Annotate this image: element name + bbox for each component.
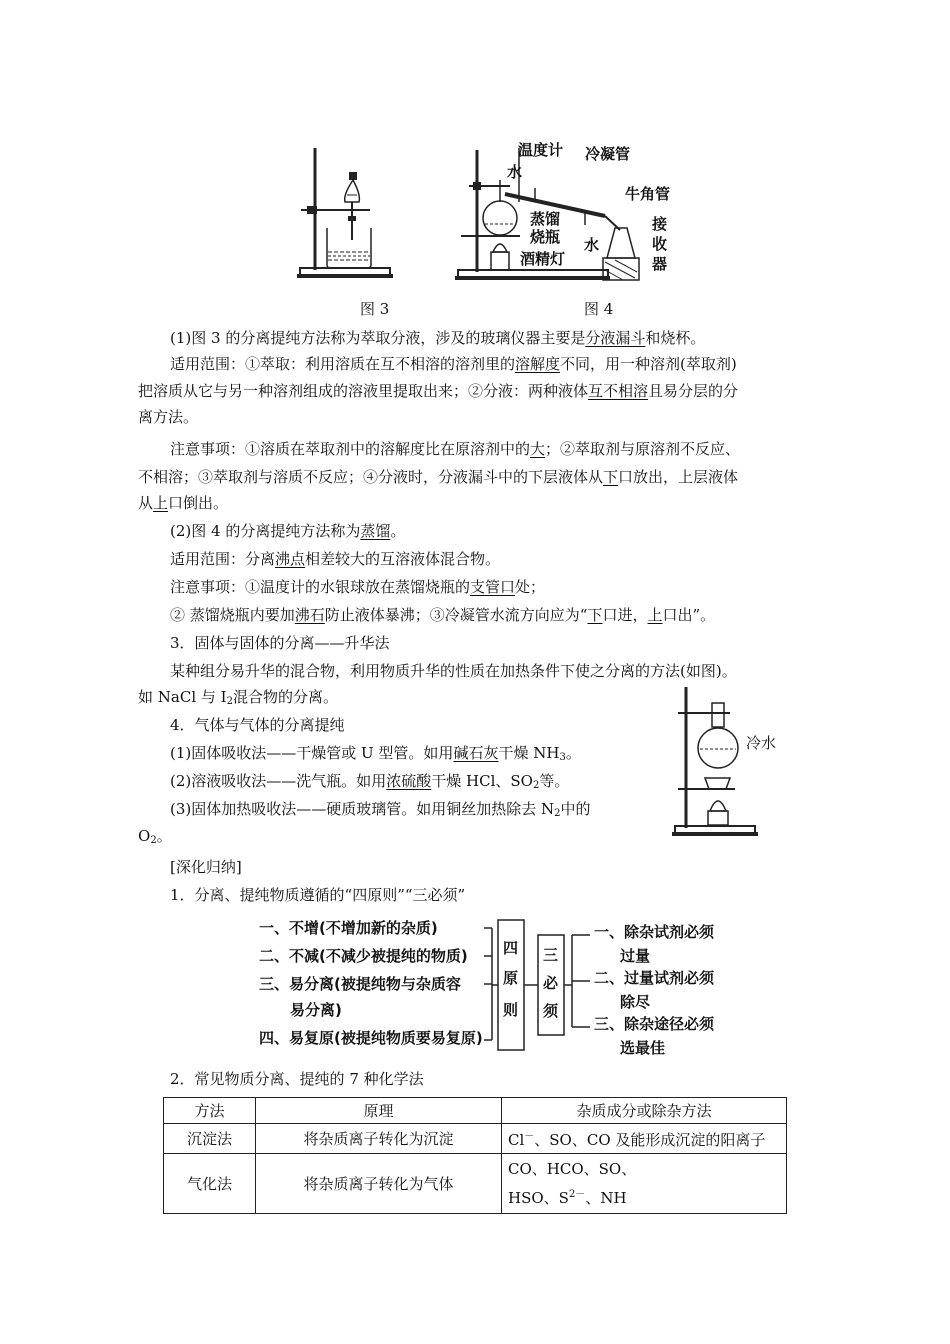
heading-5: [深化归纳]	[170, 858, 242, 876]
row-detail: Cl－、SO、CO 及能形成沉淀的阳离子	[502, 1124, 787, 1154]
row-principle: 将杂质离子转化为沉淀	[256, 1124, 502, 1154]
box-three-1: 三	[543, 946, 559, 964]
methods-table	[163, 1097, 787, 1214]
paragraph-12: 某种组分易升华的混合物，利用物质升华的性质在加热条件下使之分离的方法(如图)。	[170, 662, 737, 680]
paragraph-17: $O_2$。	[138, 827, 172, 846]
label-condenser: 冷凝管	[585, 145, 631, 163]
paragraph-4: 离方法。	[138, 408, 199, 426]
heading-4: 4．气体与气体的分离提纯	[170, 716, 345, 734]
paragraph-15: (2)溶液吸收法——洗气瓶。如用浓硫酸干燥 HCl、$SO_2$等。	[170, 772, 570, 791]
paragraph-10: 注意事项：①温度计的水银球放在蒸馏烧瓶的支管口处；	[170, 578, 546, 596]
paragraph-2: 适用范围：①萃取：利用溶质在互不相溶的溶剂里的溶解度不同，用一种溶剂(萃取剂)	[170, 355, 737, 373]
label-water-bottom: 水	[584, 236, 600, 254]
header-principle: 原理	[256, 1098, 502, 1124]
must-3: 三、除杂途径必须	[594, 1015, 715, 1033]
must-2: 二、过量试剂必须	[594, 969, 715, 987]
must-1b: 过量	[620, 947, 651, 965]
principle-left-4: 四、易复原(被提纯物质要易复原)	[259, 1029, 483, 1047]
paragraph-6: 不相溶；③萃取剂与溶质不反应；④分液时，分液漏斗中的下层液体从下口放出，上层液体	[138, 468, 739, 486]
header-method: 方法	[164, 1098, 256, 1124]
principle-left-2: 二、不减(不减少被提纯的物质)	[259, 947, 468, 965]
separatory-funnel-figure	[295, 140, 405, 285]
principle-left-3b: 易分离)	[290, 1001, 342, 1019]
row-principle: 将杂质离子转化为气体	[256, 1154, 502, 1214]
paragraph-7: 从上口倒出。	[138, 494, 229, 512]
principle-left-3: 三、易分离(被提纯物与杂质容	[259, 975, 461, 993]
table-row	[164, 1154, 787, 1214]
paragraph-5: 注意事项：①溶质在萃取剂中的溶解度比在原溶剂中的大；②萃取剂与原溶剂不反应、	[170, 440, 741, 458]
label-cold-water: 冷水	[746, 734, 777, 752]
box-four-1: 四	[503, 939, 519, 957]
heading-7: 2．常见物质分离、提纯的 7 种化学法	[170, 1070, 424, 1088]
label-thermometer: 温度计	[518, 141, 564, 159]
row-detail: CO、HCO、SO、 HSO、$S^{2-}$、NH	[502, 1154, 787, 1214]
label-water-top: 水	[507, 163, 523, 181]
row-method: 气化法	[164, 1154, 256, 1214]
paragraph-13: 如 NaCl 与 $I_2$混合物的分离。	[138, 688, 338, 707]
table-row	[164, 1124, 787, 1154]
paragraph-14: (1)固体吸收法——干燥管或 U 型管。如用碱石灰干燥 $NH_3$。	[170, 744, 581, 763]
heading-3: 3．固体与固体的分离——升华法	[170, 634, 390, 652]
must-1: 一、除杂试剂必须	[594, 923, 715, 941]
box-four-2: 原	[503, 969, 519, 987]
label-flask-2: 烧瓶	[530, 228, 561, 246]
header-detail: 杂质成分或除杂方法	[502, 1098, 787, 1124]
paragraph-1: (1)图 3 的分离提纯方法称为萃取分液，涉及的玻璃仪器主要是分液漏斗和烧杯。	[170, 329, 706, 347]
figure-4-caption: 图 4	[584, 300, 614, 318]
row-method: 沉淀法	[164, 1124, 256, 1154]
paragraph-16: (3)固体加热吸收法——硬质玻璃管。如用铜丝加热除去 $N_2$中的	[170, 800, 591, 819]
must-3b: 选最佳	[620, 1039, 666, 1057]
label-receiver-2: 收	[652, 235, 668, 253]
label-adapter: 牛角管	[625, 185, 671, 203]
paragraph-11: ② 蒸馏烧瓶内要加沸石防止液体暴沸；③冷凝管水流方向应为“下口进，上口出”。	[170, 606, 716, 624]
figure-3-caption: 图 3	[360, 300, 390, 318]
label-receiver-3: 器	[652, 255, 668, 273]
paragraph-9: 适用范围：分离沸点相差较大的互溶液体混合物。	[170, 550, 501, 568]
box-four-3: 则	[503, 1001, 519, 1019]
table-header-row	[164, 1098, 787, 1124]
label-lamp: 酒精灯	[520, 250, 566, 268]
box-three-2: 必	[543, 974, 559, 992]
paragraph-8: (2)图 4 的分离提纯方法称为蒸馏。	[170, 522, 406, 540]
must-2b: 除尽	[620, 993, 651, 1011]
box-three-3: 须	[543, 1002, 559, 1020]
heading-6: 1．分离、提纯物质遵循的“四原则”“三必须”	[170, 886, 466, 904]
paragraph-3: 把溶质从它与另一种溶剂组成的溶液里提取出来；②分液：两种液体互不相溶且易分层的分	[138, 382, 739, 400]
sublimation-figure	[670, 683, 770, 838]
label-receiver-1: 接	[652, 215, 668, 233]
label-flask-1: 蒸馏	[530, 210, 561, 228]
principle-left-1: 一、不增(不增加新的杂质)	[259, 919, 438, 937]
